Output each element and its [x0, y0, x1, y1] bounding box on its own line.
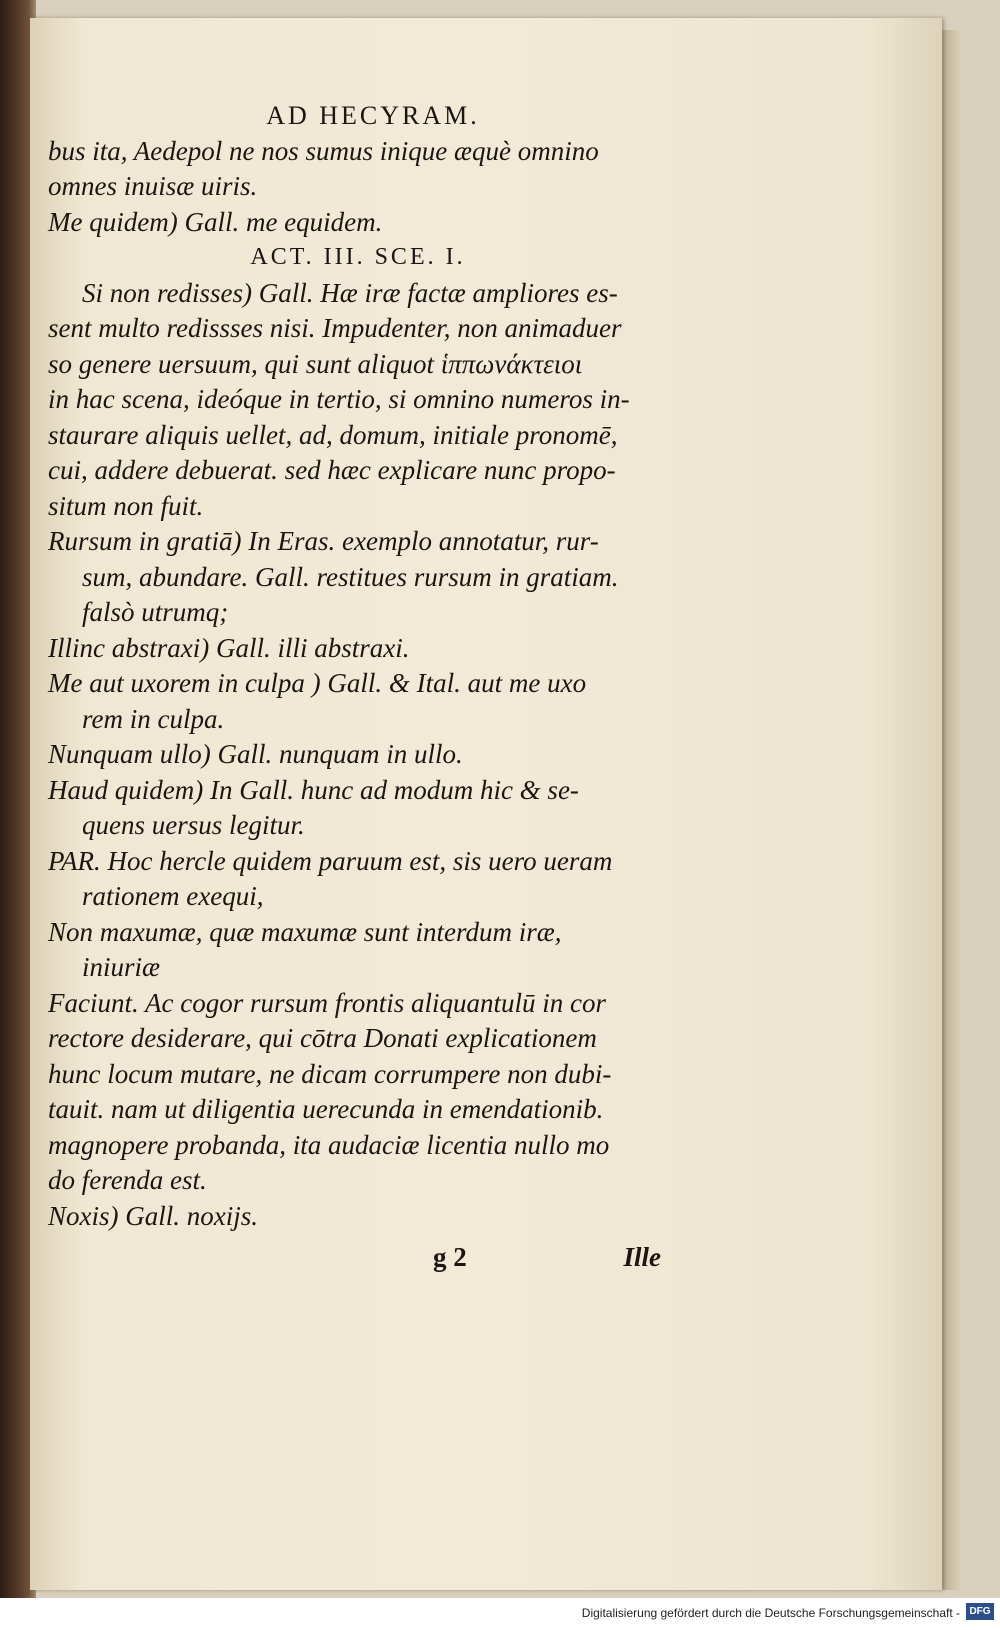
text-line: PAR. Hoc hercle quidem paruum est, sis uero ueram [48, 845, 613, 876]
text-line: rem in culpa. [82, 703, 225, 734]
text-line: Me quidem) Gall. me equidem. [48, 206, 383, 237]
text-line: Haud quidem) In Gall. hunc ad modum hic & se- [48, 774, 579, 805]
text-line: magnopere probanda, ita audaciæ licentia nullo mo [48, 1129, 610, 1160]
act-scene-heading: ACT. III. SCE. I. [250, 244, 466, 270]
text-line: Faciunt. Ac cogor rursum frontis aliquantulū in cor [48, 987, 606, 1018]
text-lines [48, 134, 668, 1235]
text-line: Me aut uxorem in culpa ) Gall. & Ital. aut me uxo [48, 668, 587, 698]
text-line: Si non redisses) Gall. Hæ iræ factæ ampliores es- [82, 277, 618, 308]
text-line: rectore desiderare, qui cōtra Donati explicationem [48, 1023, 597, 1053]
text-line: falsò utrumq; [82, 597, 229, 627]
running-head: AD HECYRAM. [266, 101, 480, 130]
text-line: so genere uersuum, qui sunt aliquot ἱππωνάκτειοι [48, 348, 583, 379]
text-line: tauit. nam ut diligentia uerecunda in emendationib. [48, 1094, 604, 1124]
text-line: in hac scena, ideóque in tertio, si omnino numeros in- [48, 384, 630, 414]
text-line: rationem exequi, [82, 881, 264, 911]
text-line: sum, abundare. Gall. restitues rursum in gratiam. [82, 561, 619, 592]
footer-credit: Digitalisierung gefördert durch die Deutsche Forschungsgemeinschaft - [581, 1606, 960, 1620]
catchword: Ille [623, 1242, 661, 1272]
text-line: omnes inuisæ uiris. [48, 171, 258, 201]
page-edge [940, 30, 960, 1590]
text-line: bus ita, Aedepol ne nos sumus inique æquè omnino [48, 135, 599, 166]
text-line: Nunquam ullo) Gall. nunquam in ullo. [48, 739, 463, 769]
text-line: iniuriæ [82, 952, 161, 982]
text-line: hunc locum mutare, ne dicam corrumpere non dubi- [48, 1058, 612, 1089]
text-line: sent multo redissses nisi. Impudenter, non animaduer [48, 313, 622, 343]
text-line: staurare aliquis uellet, ad, domum, initiale pronomē, [48, 419, 618, 450]
text-line: Non maxumæ, quæ maxumæ sunt interdum iræ, [48, 916, 562, 947]
page-footer-line [48, 1240, 668, 1276]
text-line: quens uersus legitur. [82, 810, 305, 840]
text-line: Rursum in gratiā) In Eras. exemplo annotatur, rur- [48, 526, 599, 556]
text-block [48, 98, 668, 1276]
book-page [30, 18, 942, 1590]
text-line: situm non fuit. [48, 490, 204, 521]
text-line: cui, addere debuerat. sed hæc explicare nunc propo- [48, 455, 616, 485]
dfg-logo: DFG [966, 1603, 994, 1620]
signature-mark: g 2 [433, 1242, 467, 1272]
text-line: Illinc abstraxi) Gall. illi abstraxi. [48, 632, 410, 663]
text-line: Noxis) Gall. noxijs. [48, 1200, 258, 1231]
text-line: do ferenda est. [48, 1165, 207, 1195]
